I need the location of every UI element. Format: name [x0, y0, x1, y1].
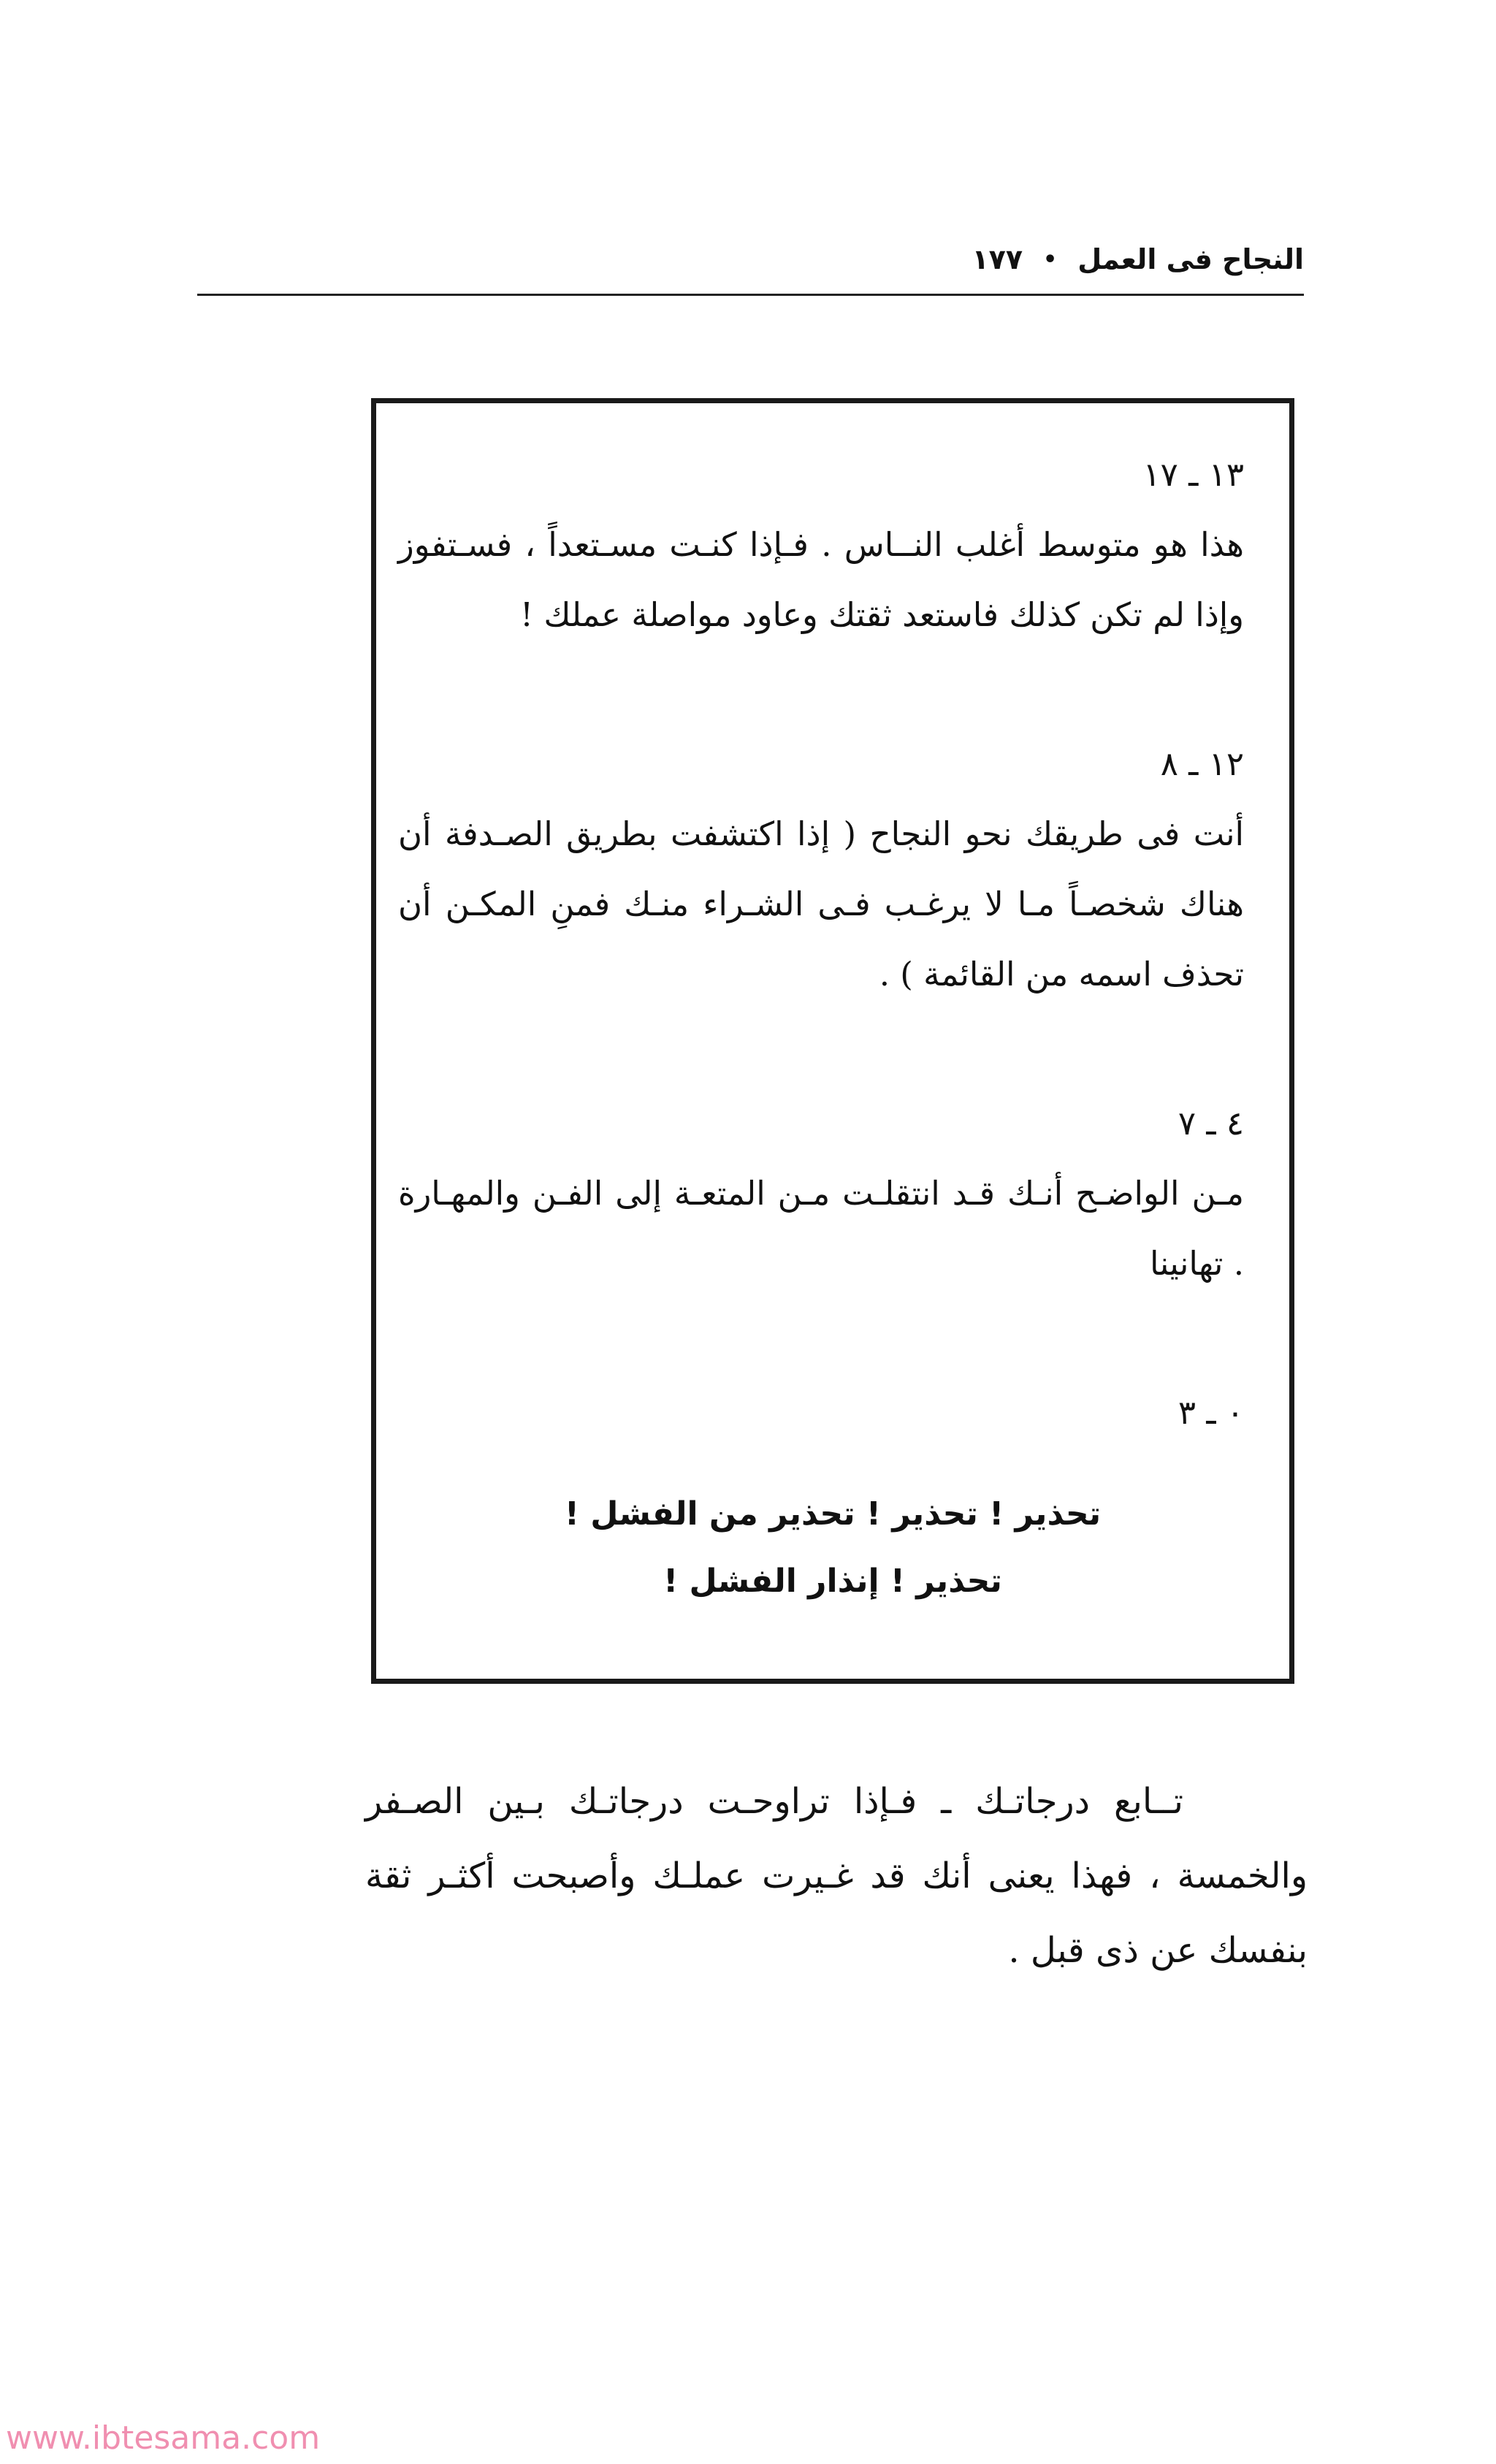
score-entry — [398, 729, 1244, 1010]
body-paragraph-text: تــابع درجاتـك ـ فـإذا تراوحـت درجاتـك بـين الصـفر والخمسة ، فهذا يعنى أنك قد غـيرت عملـك وأصبحت أكثـر ثقة بنفسك عن ذى قبل . — [365, 1781, 1308, 1971]
warning-line: تحذير ! تحذير ! تحذير من الفشل ! — [564, 1495, 1102, 1533]
body-paragraph — [365, 1764, 1308, 1988]
score-entry — [398, 1378, 1244, 1448]
score-results-box — [371, 398, 1294, 1684]
failure-warning — [376, 1481, 1289, 1615]
score-range: ٠ ـ ٣ — [1178, 1393, 1244, 1432]
watermark-url: www.ibtesama.com — [6, 2419, 321, 2457]
running-header — [197, 230, 1304, 289]
page-number: ١٧٧ — [972, 243, 1023, 275]
score-description: أنت فى طريقك نحو النجاح ( إذا اكتشفت بطريق الصـدفة أن هناك شخصـاً مـا لا يرغـب فـى الشـراء منـك فمنِ المكـن أن تحذف اسمه من القائمة ) . — [398, 815, 1244, 993]
header-divider — [197, 294, 1304, 296]
score-description: هذا هو متوسط أغلب النــاس . فـإذا كنـت مسـتعداً ، فسـتفوز وإذا لم تكن كذلك فاستعد ثقتك وعاود مواصلة عملك ! — [398, 525, 1244, 634]
running-header-title: النجاح فى العمل — [1077, 243, 1304, 275]
warning-line: تحذير ! إنذار الفشل ! — [663, 1563, 1002, 1600]
score-range: ١٢ ـ ٨ — [1160, 744, 1244, 783]
score-results-list — [398, 440, 1244, 1527]
bullet-separator: • — [1043, 246, 1058, 272]
score-entry — [398, 440, 1244, 650]
score-entry — [398, 1088, 1244, 1299]
score-range: ٤ ـ ٧ — [1178, 1104, 1244, 1143]
score-range: ١٣ ـ ١٧ — [1142, 455, 1244, 494]
score-description: مـن الواضـح أنـك قـد انتقلـت مـن المتعـة إلى الفـن والمهـارة . تهانينا — [398, 1174, 1244, 1283]
